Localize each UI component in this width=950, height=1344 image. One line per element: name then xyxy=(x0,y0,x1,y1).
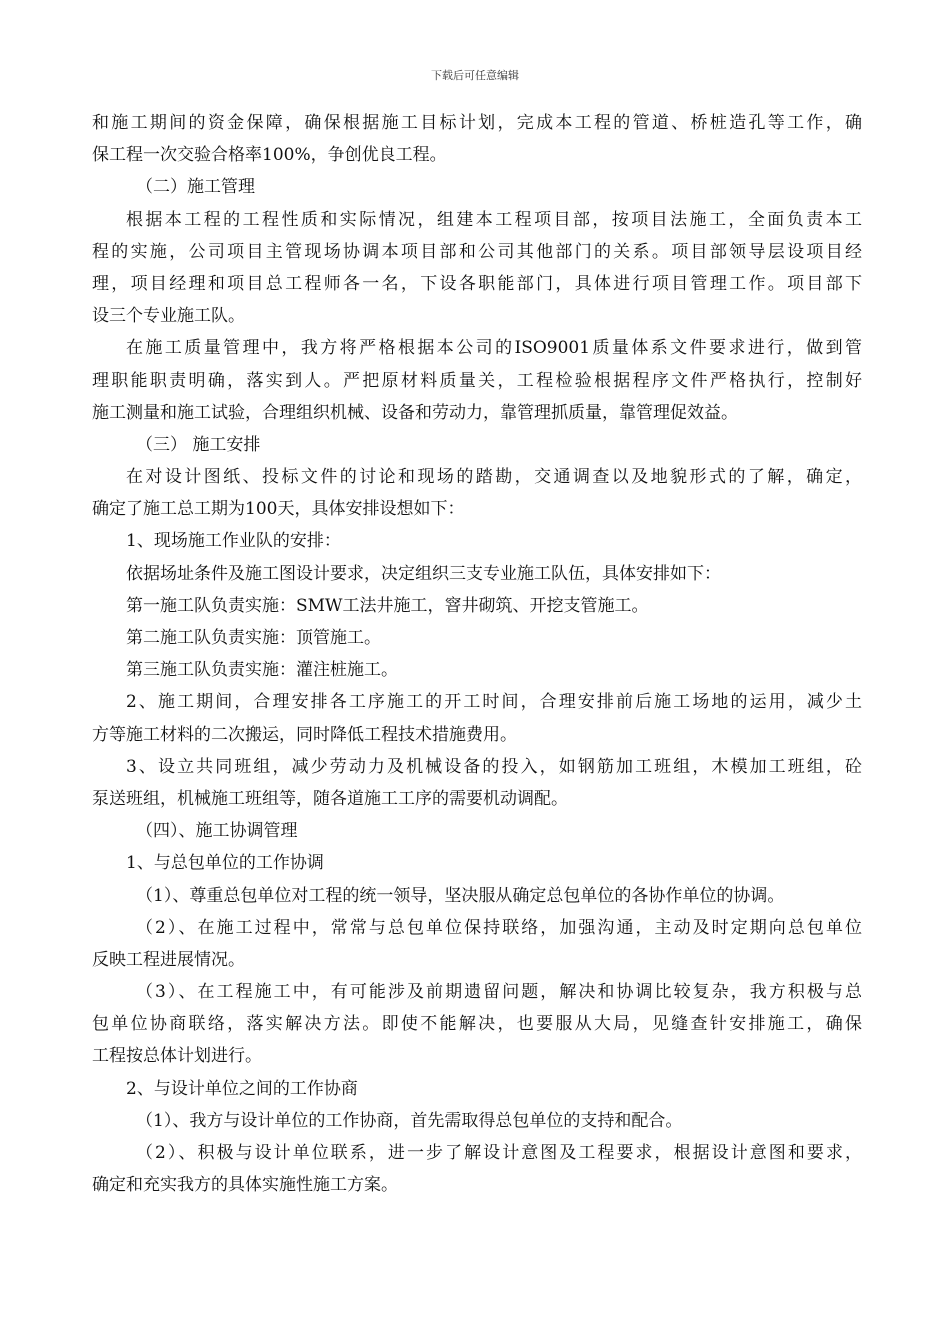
text-line: 在对设计图纸、投标文件的讨论和现场的踏勘，交通调查以及地貌形式的了解，确定， xyxy=(126,467,862,488)
text-line: 依据场址条件及施工图设计要求，决定组织三支专业施工队伍，具体安排如下： xyxy=(126,563,721,584)
text-line: 设三个专业施工队。 xyxy=(92,306,245,327)
text-line: 根据本工程的工程性质和实际情况，组建本工程项目部，按项目法施工，全面负责本工 xyxy=(126,209,862,230)
text-line: 泵送班组，机械施工班组等，随各道施工工序的需要机动调配。 xyxy=(92,788,568,809)
text-line: （3）、在工程施工中，有可能涉及前期遗留问题，解决和协调比较复杂，我方积极与总 xyxy=(136,982,862,1003)
text-line: （2）、积极与设计单位联系，进一步了解设计意图及工程要求，根据设计意图和要求， xyxy=(136,1143,862,1163)
text-line: 理职能职责明确，落实到人。严把原材料质量关，工程检验根据程序文件严格执行，控制好 xyxy=(92,370,862,391)
text-line: 方等施工材料的二次搬运，同时降低工程技术措施费用。 xyxy=(92,724,517,745)
text-line: 反映工程进展情况。 xyxy=(92,949,245,970)
text-line: 理，项目经理和项目总工程师各一名，下设各职能部门，具体进行项目管理工作。项目部下 xyxy=(92,273,862,294)
text-line: 确定和充实我方的具体实施性施工方案。 xyxy=(92,1175,398,1196)
text-line: 在施工质量管理中，我方将严格根据本公司的ISO9001质量体系文件要求进行，做到管 xyxy=(126,338,862,359)
text-line: 1、与总包单位的工作协调 xyxy=(126,853,324,874)
text-line: 保工程一次交验合格率100%，争创优良工程。 xyxy=(92,145,447,166)
text-line: （四）、施工协调管理 xyxy=(136,821,298,842)
text-line: 第一施工队负责实施：SMW工法井施工，窨井砌筑、开挖支管施工。 xyxy=(126,595,649,616)
text-line: 包单位协商联络，落实解决方法。即使不能解决，也要服从大局，见缝查针安排施工，确保 xyxy=(92,1014,862,1035)
document-body xyxy=(92,107,862,1201)
text-line: （二）施工管理 xyxy=(136,177,255,198)
text-line: 2、施工期间，合理安排各工序施工的开工时间，合理安排前后施工场地的运用，减少土 xyxy=(126,692,862,713)
text-line: 程的实施，公司项目主管现场协调本项目部和公司其他部门的关系。项目部领导层设项目经 xyxy=(92,241,862,262)
text-line: 3、设立共同班组，减少劳动力及机械设备的投入，如钢筋加工班组，木模加工班组，砼 xyxy=(126,756,862,777)
text-line: 工程按总体计划进行。 xyxy=(92,1046,262,1067)
text-line: 施工测量和施工试验，合理组织机械、设备和劳动力，靠管理抓质量，靠管理促效益。 xyxy=(92,402,738,423)
text-line: 和施工期间的资金保障，确保根据施工目标计划，完成本工程的管道、桥桩造孔等工作，确 xyxy=(92,113,862,133)
text-line: 第三施工队负责实施：灌注桩施工。 xyxy=(126,660,398,681)
text-line: 确定了施工总工期为100天，具体安排设想如下： xyxy=(92,499,465,520)
text-line: （1）、尊重总包单位对工程的统一领导，坚决服从确定总包单位的各协作单位的协调。 xyxy=(136,885,785,906)
text-line: 第二施工队负责实施：顶管施工。 xyxy=(126,628,381,648)
text-line: （2）、在施工过程中，常常与总包单位保持联络，加强沟通，主动及时定期向总包单位 xyxy=(136,917,862,938)
text-line: （1）、我方与设计单位的工作协商，首先需取得总包单位的支持和配合。 xyxy=(136,1110,683,1131)
text-line: （三） 施工安排 xyxy=(136,434,261,455)
text-line: 1、现场施工作业队的安排： xyxy=(126,531,341,552)
page-header: 下载后可任意编辑 xyxy=(431,69,519,82)
text-line: 2、与设计单位之间的工作协商 xyxy=(126,1078,358,1099)
